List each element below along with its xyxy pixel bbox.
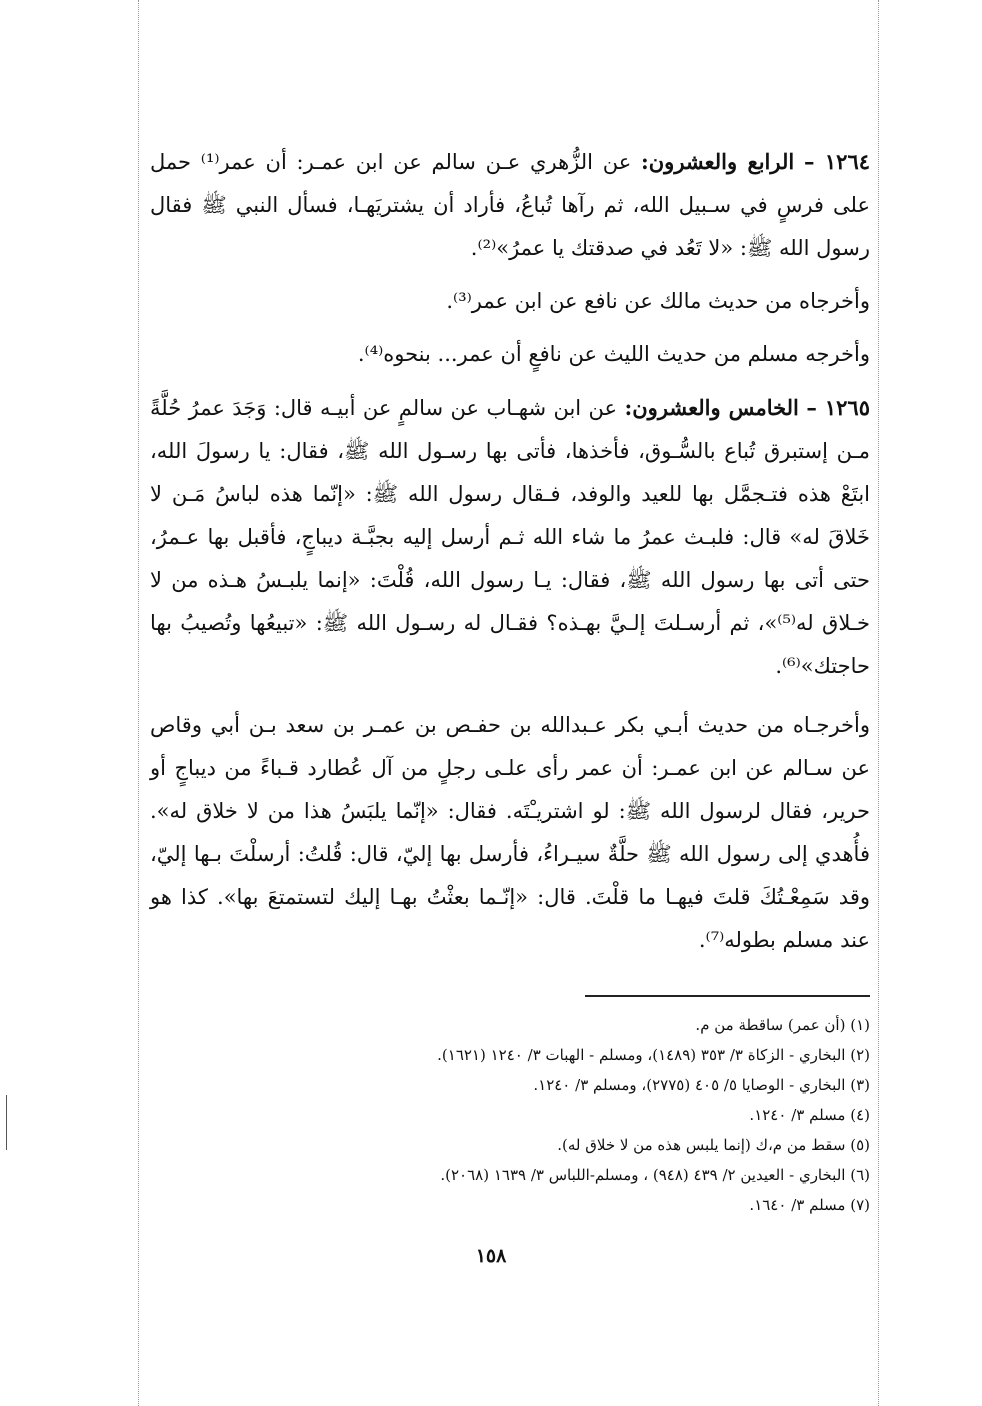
scan-artifact-mark — [6, 1095, 7, 1150]
hadith-1264-followup-1: وأخرجاه من حديث مالك عن نافع عن ابن عمر⁽³⁾. — [446, 289, 870, 313]
footnote-item: (٦) البخاري - العيدين ٢/ ٤٣٩ (٩٤٨) ، ومسلم-اللباس ٣/ ١٦٣٩ (٢٠٦٨). — [440, 1166, 870, 1184]
hadith-1264 — [150, 140, 870, 270]
hadith-1264-followup-2: وأخرجه مسلم من حديث الليث عن نافعٍ أن عمر... بنحوه⁽⁴⁾. — [357, 342, 870, 366]
footnote-divider — [585, 995, 870, 997]
hadith-1265 — [150, 386, 870, 688]
hadith-text: عن الزُّهري عـن سالم عن ابن عمـر: أن عمر⁽¹⁾ حمل على فرسٍ في سـبيل الله، ثم رآها تُباعُ، فأراد أن يشتريَهـا، فسأل النبي ﷺ فقال رسول الله ﷺ: «لا تَعُد في صدقتك يا عمرُ»⁽²⁾. — [150, 150, 870, 260]
scan-artifact-line — [878, 0, 879, 1406]
hadith-number: ١٢٦٥ – — [806, 395, 870, 420]
page-number: ١٥٨ — [475, 1245, 507, 1267]
hadith-number: ١٢٦٤ – — [803, 149, 871, 174]
footnote-item: (٢) البخاري - الزكاة ٣/ ٣٥٣ (١٤٨٩)، ومسلم - الهبات ٣/ ١٢٤٠ (١٦٢١). — [437, 1046, 870, 1064]
main-text — [150, 140, 870, 972]
footnote-item: (١) (أن عمر) ساقطة من م. — [695, 1016, 870, 1034]
footnote-item: (٥) سقط من م،ك (إنما يلبس هذه من لا خلاق له). — [557, 1136, 870, 1154]
scan-artifact-line — [138, 0, 139, 1406]
hadith-text: عن ابن شهـاب عن سالمٍ عن أبيـه قال: وَجَدَ عمرُ حُلَّةً مـن إستبرق تُباع بالسُّـوق، فأخذها، فأتى بها رسـول الله ﷺ، فقال: يا رسولَ الله، ابتَعْ هذه فتـجمَّل بها للعيد والوفد، فـقال رسول الله ﷺ: «إنّما هذه لباسُ مَـن لا خَلاقَ له» قال: فلبـث عمرُ ما شاء الله ثـم أرسل إليه بجبَّـة ديباجٍ، فأقبل بها عـمرُ، حتى أتى بها رسول الله ﷺ، فقال: يـا رسول الله، قُلْتَ: «إنما يلبـسُ هـذه من لا خـلاق له⁽⁵⁾»، ثم أرسـلتَ إلـيَّ بهـذه؟ فقـال له رسـول الله ﷺ: «تبيعُها وتُصيبُ بها حاجتك»⁽⁶⁾. — [150, 396, 870, 678]
footnotes — [220, 1010, 870, 1220]
footnote-item: (٧) مسلم ٣/ ١٦٤٠. — [749, 1196, 870, 1214]
footnote-item: (٤) مسلم ٣/ ١٢٤٠. — [749, 1106, 870, 1124]
hadith-1265-followup: وأخرجـاه من حديث أبـي بكر عـبدالله بن حفـص بن عمـر بن سعد بـن أبي وقاص عن سـالم عن ابن عمـر: أن عمر رأى علـى رجلٍ من آل عُطارد قـباءً من ديباجٍ أو حرير، فقال لرسول الله ﷺ: لو اشتريـْتَه. فقال: «إنّما يلبَسُ هذا من لا خلاق له». فأُهدي إلى رسول الله ﷺ حلَّةٌ سيـراءُ، فأرسل بها إليّ، قال: قُلتُ: أرسلْتَ بـها إليّ، وقد سَمِعْـتُكَ قلتَ فيهـا ما قلْتَ. قال: «إنّـما بعثْتُ بهـا إليك لتستمتعَ بها». كذا هو عند مسلم بطوله⁽⁷⁾. — [150, 713, 870, 952]
footnote-item: (٣) البخاري - الوصايا ٥/ ٤٠٥ (٢٧٧٥)، ومسلم ٣/ ١٢٤٠. — [533, 1076, 870, 1094]
hadith-title: الخامس والعشرون: — [624, 395, 799, 420]
hadith-title: الرابع والعشرون: — [641, 149, 795, 174]
